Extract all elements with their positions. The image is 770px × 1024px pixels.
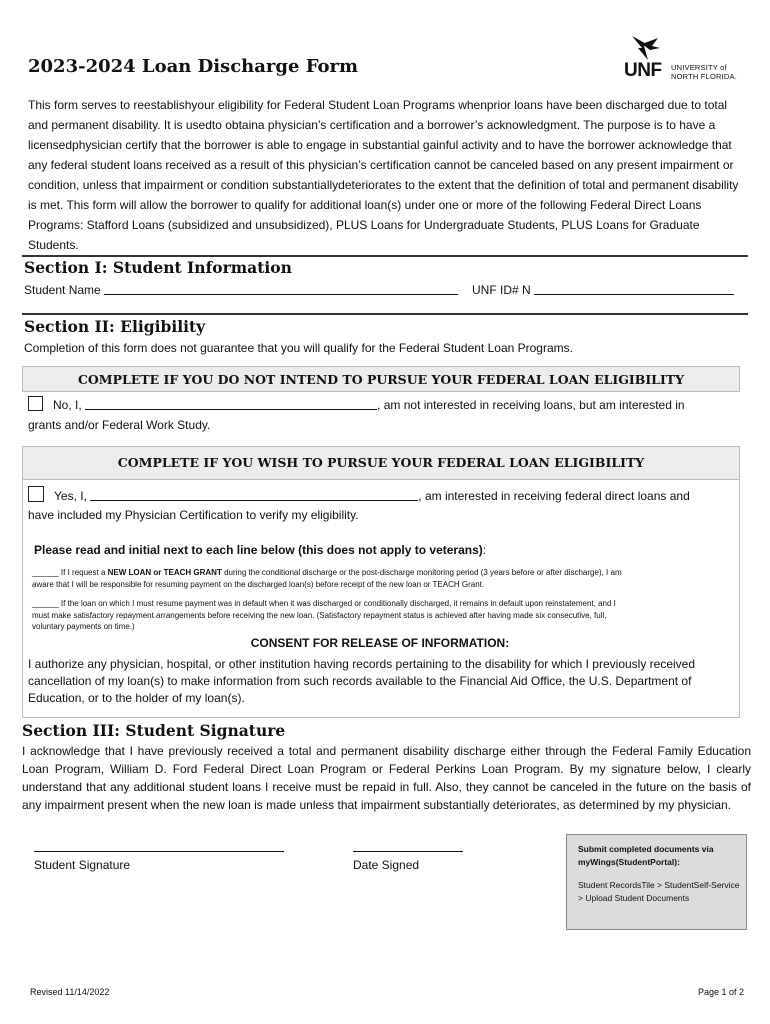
section-divider <box>22 313 748 315</box>
student-name-label: Student Name <box>24 283 101 297</box>
submit-title: Submit completed documents via myWings(StudentPortal): <box>578 844 714 867</box>
consent-title: CONSENT FOR RELEASE OF INFORMATION: <box>250 636 510 650</box>
initial-blank-2[interactable]: ______ <box>32 599 59 608</box>
unf-id-line[interactable] <box>534 282 734 295</box>
initial-instructions: Please read and initial next to each line below (this does not apply to veterans): <box>34 543 487 557</box>
opt-out-name-line[interactable] <box>85 397 377 410</box>
section3-heading: Section III: Student Signature <box>22 721 286 740</box>
signature-label: Student Signature <box>34 858 131 872</box>
student-name-line[interactable] <box>104 282 458 295</box>
opt-out-checkbox[interactable] <box>28 396 43 411</box>
section1-heading: Section I: Student Information <box>24 258 292 277</box>
submit-instructions <box>578 843 743 925</box>
opt-in-box-header <box>22 446 740 480</box>
revised-date: Revised 11/14/2022 <box>30 987 110 997</box>
initial-item-1: ______ If I request a NEW LOAN or TEACH GRANT during the conditional discharge or the post-discharge monitoring period (3 years before or after discharge), I am aware that I will be responsible for resuming payment on the discharged loan(s) before receipt of the new loan or TEACH Grant. <box>32 568 622 589</box>
unf-logo <box>624 34 748 82</box>
consent-text: I authorize any physician, hospital, or other institution having records pertaining to the disability for which I previously received cancellation of my loan(s) to make information from such records available to the Financial Aid Office, the U.S. Department of Education, or to the holder of my loan(s). <box>28 657 696 705</box>
page-number: Page 1 of 2 <box>698 987 745 997</box>
date-label: Date Signed <box>353 858 420 872</box>
date-line[interactable] <box>353 851 463 852</box>
eligibility-note: Completion of this form does not guarantee that you will qualify for the Federal Student Loan Programs. <box>24 341 573 355</box>
initial-blank-1[interactable]: ______ <box>32 568 59 577</box>
acknowledgment-text: I acknowledge that I have previously received a total and permanent disability discharge either through the Federal Family Education Loan Program, William D. Ford Federal Direct Loan Program or Federal Perkins Loan Program. By my signature below, I clearly understand that any additional student loans I receive must be repaid in full. Also, they cannot be canceled in the future on the basis of any impairment present when the new loan is made unless that impairment substantially deteriorates, as determined by my physician. <box>22 744 751 812</box>
signature-line[interactable] <box>34 851 284 852</box>
opt-in-statement: Yes, I, , am interested in receiving federal direct loans and have included my Physician Certification to verify my eligibility. <box>28 486 728 525</box>
page-title: 2023-2024 Loan Discharge Form <box>28 56 359 77</box>
section-divider <box>22 255 748 257</box>
opt-in-title: COMPLETE IF YOU WISH TO PURSUE YOUR FEDERAL LOAN ELIGIBILITY <box>117 455 645 470</box>
logo-unf-text: UNF <box>624 60 662 81</box>
opt-in-name-line[interactable] <box>90 488 418 501</box>
opt-out-statement: No, I, , am not interested in receiving loans, but am interested in grants and/or Federal Work Study. <box>28 398 685 432</box>
initial-item-2: ______ If the loan on which I must resume payment was in default when it was discharged or conditionally discharged, it remains in default upon reinstatement, and I must make satisfactory repayment arrangements before receiving the new loan. (Satisfactory repayment status is achieved after having made six consecutive, full, voluntary payments on time.) <box>32 599 616 631</box>
logo-university-text: UNIVERSITY of NORTH FLORIDA. <box>671 63 738 81</box>
opt-out-title: COMPLETE IF YOU DO NOT INTEND TO PURSUE YOUR FEDERAL LOAN ELIGIBILITY <box>77 372 685 387</box>
unf-id-label: UNF ID# N <box>472 283 531 297</box>
unf-id-field[interactable] <box>472 282 734 297</box>
student-name-field[interactable] <box>24 282 458 297</box>
opt-in-checkbox[interactable] <box>28 486 44 502</box>
opt-out-box-header <box>22 366 740 392</box>
section2-heading: Section II: Eligibility <box>24 317 206 336</box>
intro-paragraph: This form serves to reestablishyour eligibility for Federal Student Loan Programs whenprior loans have been discharged due to total and permanent disability. It is usedto obtaina physician’s certification and a borrower’s acknowledgment. The purpose is to have a licensedphysician certify that the borrower is able to engage in substantial gainful activity and to have the borrower acknowledge that any federal student loans received as a result of this physician’s certification cannot be canceled based on any present impairment or condition, unless that impairment or condition substantiallydeteriorates to the extent that the definition of total and permanent disability is met. This form will allow the borrower to qualify for additional loan(s) under one or more of the following Federal Direct Loans Programs: Stafford Loans (subsidized and unsubsidized), PLUS Loans for Undergraduate Students, PLUS Loans for Graduate Students. <box>28 98 739 252</box>
submit-path: Student RecordsTile > StudentSelf-Service > Upload Student Documents <box>578 880 740 903</box>
